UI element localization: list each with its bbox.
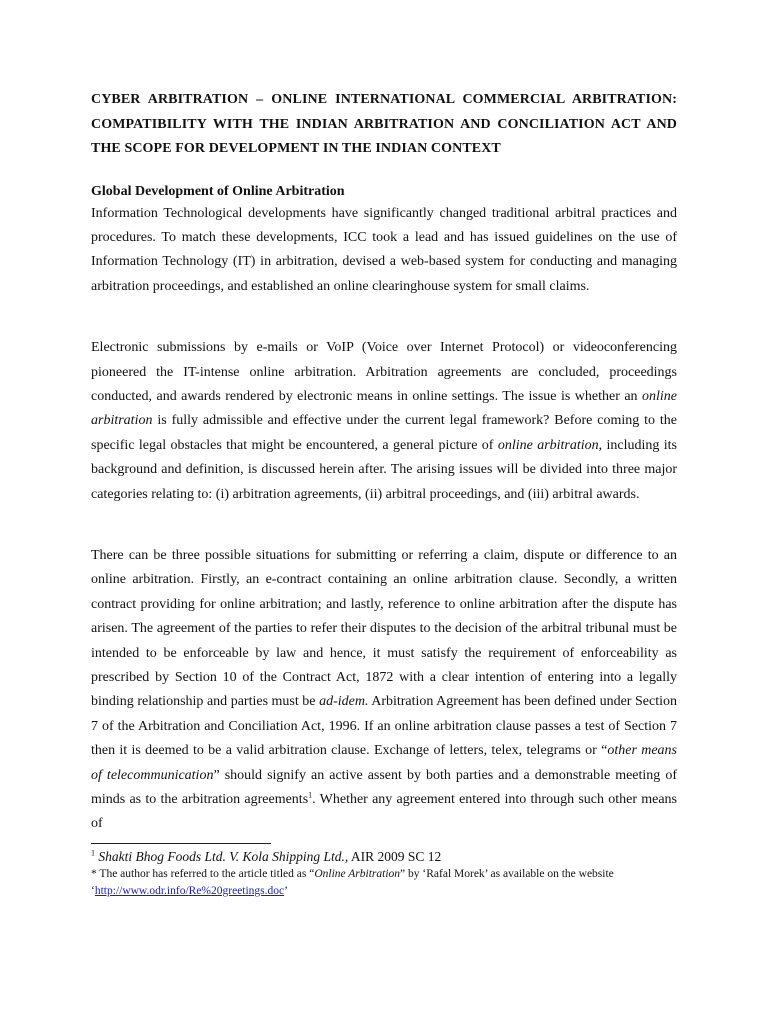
footnote-url-link[interactable]: http://www.odr.info/Re%20greetings.doc [94,885,285,897]
paragraph-3 [91,544,677,837]
footnote-author-text-b: ” by ‘Rafal Morek’ as available on the website [400,868,614,880]
paragraph-3-text-c: Arbitration Agreement has been defined under Section 7 of the Arbitration and Conciliation Act, 1996. If an online arbitration clause passes a test of Section 7 then it is deemed to be a valid arbitration clause. Exchange of letters, telex, telegrams or “ [91,694,677,759]
footnote-url-open-quote: ‘ [91,885,95,897]
footnote-article-title: Online Arbitration [314,868,401,880]
paragraph-3-text-a: There can be three possible situations for submitting or referring a claim, dispute or difference to an online arbitration. Firstly, an e-contract containing an online arbitration clause. Secondly, a written contract providing for online arbitration; and lastly, reference to online arbitration after the dispute has arisen. The agreement of the parties to refer their disputes to the decision of the arbitral tribunal must be intended to be enforceable by law and hence, it must satisfy the requirement of enforceability as prescribed by Section 10 of the Contract Act, 1872 with a clear intention of entering into a legally binding relationship and parties must be [91,547,677,710]
footnotes [91,848,681,900]
footnote-reference-1[interactable]: 1 [308,790,313,800]
document-body [91,88,677,837]
footnote-separator [91,843,271,844]
paragraph-2-text-c: is fully admissible and effective under the current legal framework? Before coming to the specific legal obstacles that might be encountered, a general picture of [91,413,677,453]
paragraph-3-emphasis-telecom: other means of telecommunication [91,743,678,783]
paragraph-2-text-a: Electronic submissions by e-mails or VoIP (Voice over Internet Protocol) or videoconferencing pioneered the IT-intense online arbitration. Arbitration agreements are concluded, proceedings conducted, and awards rendered by electronic means in online settings. The issue is whether an [91,340,677,404]
paragraph-3-text-e: ” should signify an active assent by both parties and a demonstrable meeting of minds as to the arbitration agreements [91,767,677,808]
paragraph-2-text-e: , including its background and definition, is discussed herein after. The arising issues will be divided into three major categories relating to: (i) arbitration agreements, (ii) arbitral proceedings, and (iii) arbitral awards. [91,437,678,502]
footnote-1-citation: AIR 2009 SC 12 [348,849,442,864]
paragraph-2-emphasis-1: online arbitration [91,388,677,429]
document-title: CYBER ARBITRATION – ONLINE INTERNATIONAL COMMERCIAL ARBITRATION: COMPATIBILITY WITH THE INDIAN ARBITRATION AND CONCILIATION ACT AND THE SCOPE FOR DEVELOPMENT IN THE INDIAN CONTEXT [91,92,677,156]
paragraph-3-text-f: . Whether any agreement entered into through such other means of [91,792,677,832]
footnote-1 [91,848,681,866]
paragraph-1: Information Technological developments have significantly changed traditional arbitral practices and procedures. To match these developments, ICC took a lead and has issued guidelines on the use of Information Technology (IT) in arbitration, devised a web-based system for conducting and managing arbitration proceedings, and established an online clearinghouse system for small claims. [91,205,677,294]
footnote-url-line [91,883,681,900]
footnote-url-close-quote: ’ [284,885,288,897]
footnote-author-note [91,866,681,883]
footnote-1-case-name: Shakti Bhog Foods Ltd. V. Kola Shipping Ltd., [98,849,349,864]
footnote-author-text-a: * The author has referred to the article titled as “ [91,868,315,880]
paragraph-2 [91,336,677,507]
paragraph-3-emphasis-ad-idem: ad-idem. [319,694,369,710]
section-heading: Global Development of Online Arbitration [91,183,345,199]
footnote-1-mark: 1 [91,848,95,858]
paragraph-2-emphasis-2: online arbitration [497,437,599,453]
